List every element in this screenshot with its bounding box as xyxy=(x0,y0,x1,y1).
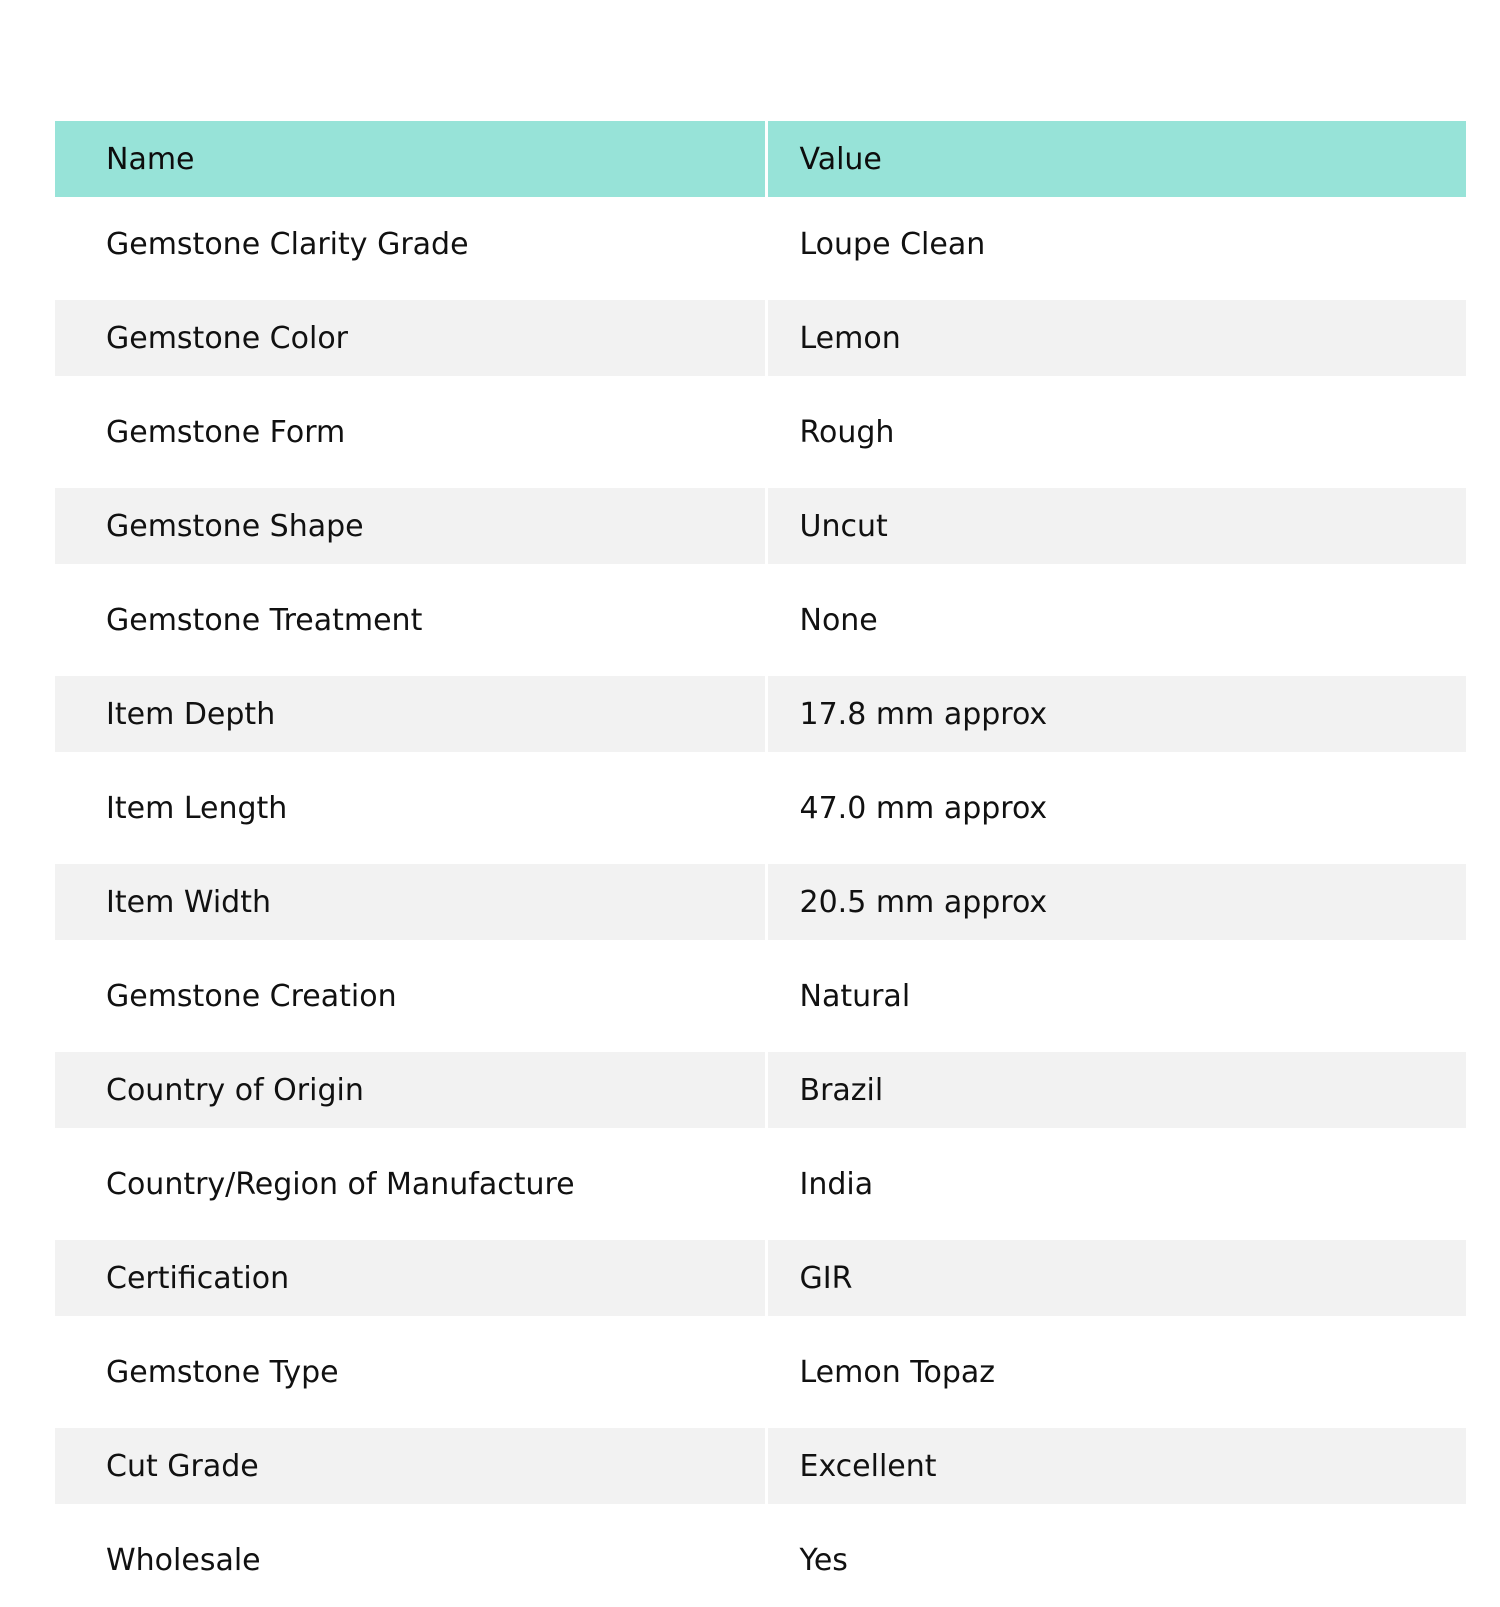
table-row xyxy=(55,1509,1466,1607)
row-name-cell: Gemstone Form xyxy=(55,381,766,484)
header-value: Value xyxy=(766,121,1466,197)
specifications-table xyxy=(55,121,1466,1607)
row-value-cell: Natural xyxy=(766,945,1466,1048)
row-name-cell: Gemstone Shape xyxy=(55,484,766,569)
row-name-cell: Gemstone Type xyxy=(55,1321,766,1424)
row-name-cell: Gemstone Treatment xyxy=(55,569,766,672)
row-value-cell: Rough xyxy=(766,381,1466,484)
table-row xyxy=(55,757,1466,860)
table-row xyxy=(55,197,1466,296)
table-row xyxy=(55,381,1466,484)
row-name-cell: Gemstone Color xyxy=(55,296,766,381)
row-name-cell: Gemstone Creation xyxy=(55,945,766,1048)
row-value-cell: Lemon Topaz xyxy=(766,1321,1466,1424)
row-name-cell: Country/Region of Manufacture xyxy=(55,1133,766,1236)
row-value-cell: 17.8 mm approx xyxy=(766,672,1466,757)
row-name-cell: Certification xyxy=(55,1236,766,1321)
table-row xyxy=(55,296,1466,381)
table-row xyxy=(55,1424,1466,1509)
table-row xyxy=(55,1048,1466,1133)
row-value-cell: Yes xyxy=(766,1509,1466,1607)
table-body xyxy=(55,197,1466,1607)
header-row xyxy=(55,121,1466,197)
row-value-cell: India xyxy=(766,1133,1466,1236)
table-header xyxy=(55,121,1466,197)
table-row xyxy=(55,569,1466,672)
table-row xyxy=(55,1236,1466,1321)
row-name-cell: Gemstone Clarity Grade xyxy=(55,197,766,296)
row-value-cell: Loupe Clean xyxy=(766,197,1466,296)
table-row xyxy=(55,1321,1466,1424)
row-name-cell: Item Depth xyxy=(55,672,766,757)
row-value-cell: Lemon xyxy=(766,296,1466,381)
row-value-cell: GIR xyxy=(766,1236,1466,1321)
header-name: Name xyxy=(55,121,766,197)
row-value-cell: 20.5 mm approx xyxy=(766,860,1466,945)
row-value-cell: Excellent xyxy=(766,1424,1466,1509)
table-row xyxy=(55,860,1466,945)
row-name-cell: Cut Grade xyxy=(55,1424,766,1509)
row-name-cell: Country of Origin xyxy=(55,1048,766,1133)
table-row xyxy=(55,945,1466,1048)
row-name-cell: Item Length xyxy=(55,757,766,860)
table-row xyxy=(55,672,1466,757)
row-value-cell: 47.0 mm approx xyxy=(766,757,1466,860)
row-value-cell: Uncut xyxy=(766,484,1466,569)
row-value-cell: None xyxy=(766,569,1466,672)
table-row xyxy=(55,1133,1466,1236)
row-name-cell: Wholesale xyxy=(55,1509,766,1607)
row-name-cell: Item Width xyxy=(55,860,766,945)
table-row xyxy=(55,484,1466,569)
row-value-cell: Brazil xyxy=(766,1048,1466,1133)
